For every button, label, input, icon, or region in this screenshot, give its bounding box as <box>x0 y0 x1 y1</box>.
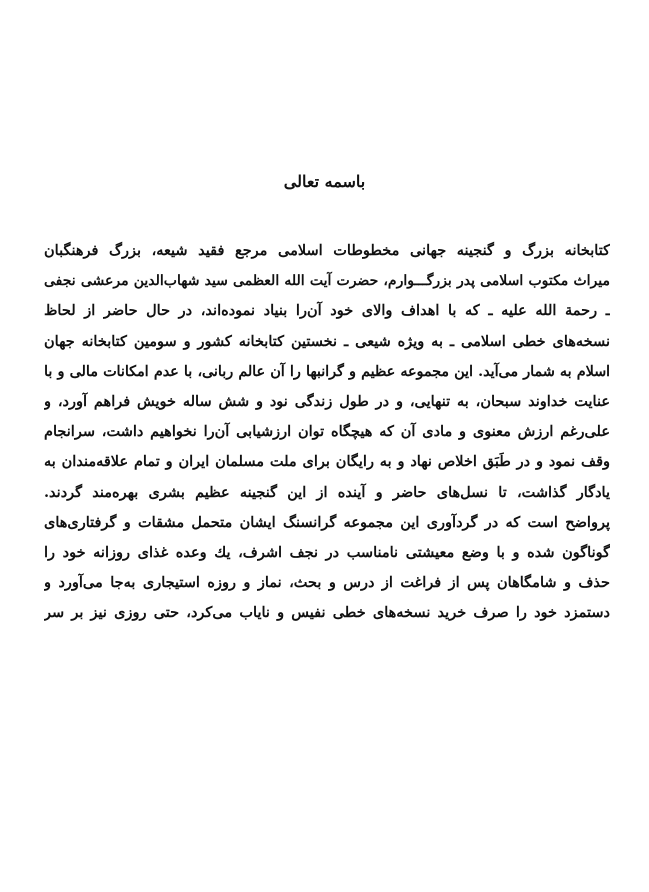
text-line: گوناگون شده و با وضع معیشتی نامناسب در نجف اشرف، یك وعده غذای روزانه خود را <box>44 543 610 561</box>
text-line: میراث مکتوب اسلامی پدر بزرگـــوارم، حضرت آیت الله العظمی سید شهاب‌الدین مرعشی نجفی <box>44 273 610 290</box>
text-line: نسخه‌های خطی اسلامی ـ به ویژه شیعی ـ نخستین کتابخانه کشور و سومین کتابخانه جهان <box>44 332 610 350</box>
text-line: عنایت خداوند سبحان، به تنهایی، و در طول زندگی نود و شش ساله خویش فراهم آورد، و <box>44 392 610 410</box>
text-line: علی‌رغم ارزش معنوی و مادی آن که هیچگاه توان ارزشیابی آن‌را نخواهیم داشت، سرانجام <box>44 423 610 441</box>
text-line: ـ رحمة الله علیه ـ که با اهداف والای خود آن‌را بنیاد نموده‌اند، در حال حاضر از لحاظ <box>44 302 610 320</box>
text-line: اسلام به شمار می‌آید. این مجموعه عظیم و گرانبها را آن عالم ربانی، با عدم امکانات مالی و با <box>44 363 610 380</box>
text-line: پرواضح است که در گردآوری این مجموعه گرانسنگ ایشان متحمل مشقات و گرفتاری‌های <box>44 513 610 531</box>
body-paragraph <box>44 236 610 628</box>
text-line: حذف و شامگاهان پس از فراغت از درس و بحث، نماز و روزه استیجاری به‌جا می‌آورد و <box>44 574 610 592</box>
text-line: یادگار گذاشت، تا نسل‌های حاضر و آینده از این گنجینه عظیم بشری بهره‌مند گردند. <box>44 483 610 501</box>
text-line: وقف نمود و در طَبَق اخلاص نهاد و به رایگان برای ملت مسلمان ایران و تمام علاقه‌مندان به <box>44 453 610 471</box>
page-heading: باسمه تعالی <box>283 172 366 191</box>
text-line: کتابخانه بزرگ و گنجینه جهانی مخطوطات اسلامی مرجع فقید شیعه، بزرگ فرهنگبان <box>44 242 610 259</box>
text-line: دستمزد خود را صرف خرید نسخه‌های خطی نفیس و نایاب می‌کرد، حتی روزی نیز بر سر <box>44 604 610 622</box>
